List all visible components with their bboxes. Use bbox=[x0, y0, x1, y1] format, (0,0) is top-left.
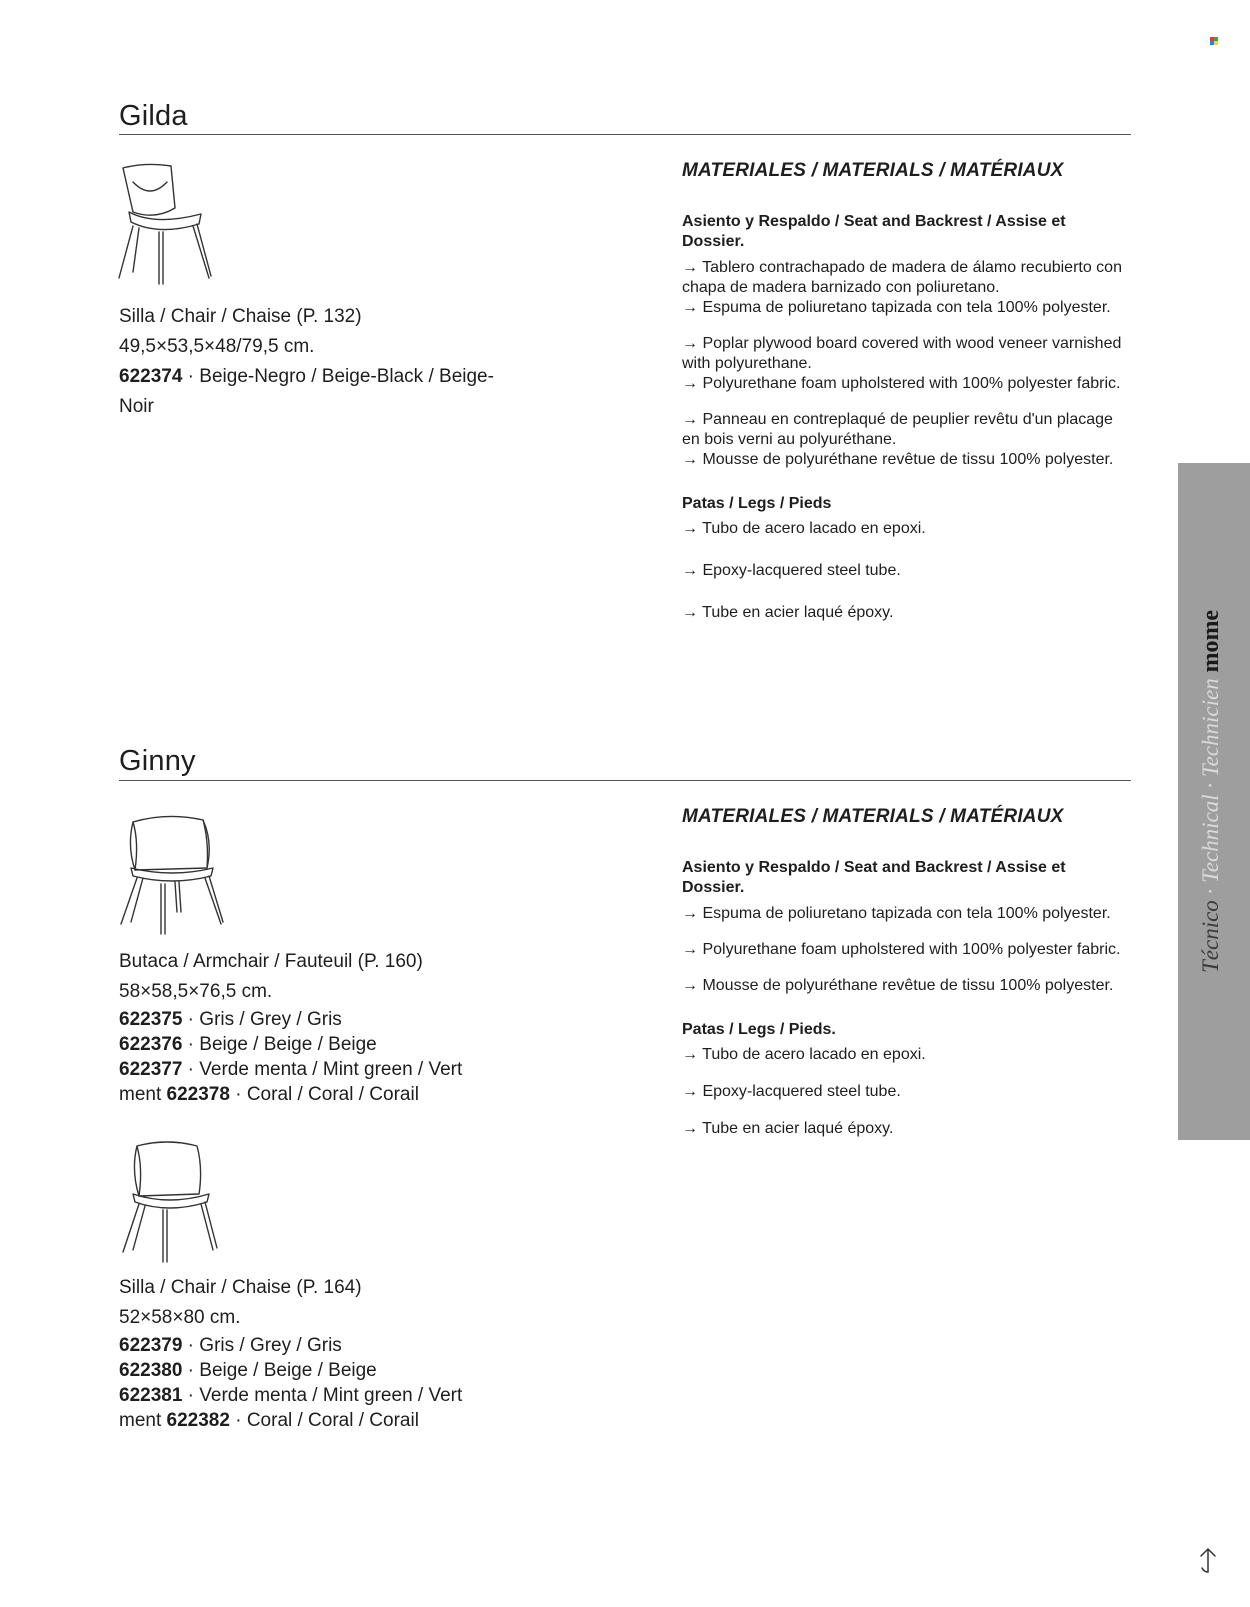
material-line: → Polyurethane foam upholstered with 100% polyester fabric. bbox=[682, 375, 1121, 392]
material-line: → Mousse de polyuréthane revêtue de tissu 100% polyester. bbox=[682, 977, 1114, 994]
variant-label: · Verde menta / Mint green / Vert bbox=[182, 1385, 463, 1406]
variant-label: ment bbox=[119, 1410, 167, 1431]
section-title-ginny: Ginny bbox=[119, 745, 196, 777]
variant-label: · Beige / Beige / Beige bbox=[182, 1360, 377, 1381]
material-line: → Polyurethane foam upholstered with 100% polyester fabric. bbox=[682, 941, 1121, 958]
variant-code: 622380 bbox=[119, 1360, 183, 1381]
material-line: → Tube en acier laqué époxy. bbox=[682, 604, 894, 621]
variant-code: 622375 bbox=[119, 1009, 183, 1030]
seat-backrest-heading: Asiento y Respaldo / Seat and Backrest / Assise et Dossier. bbox=[682, 859, 1066, 896]
gilda-dimensions: 49,5×53,5×48/79,5 cm. bbox=[119, 336, 315, 357]
sidebar-label-technical: · Technical · bbox=[1198, 782, 1223, 895]
section-divider bbox=[119, 780, 1131, 781]
variant-code: 622382 bbox=[166, 1410, 230, 1431]
sidebar-label-technicien: Technicien bbox=[1198, 678, 1223, 778]
ginny-chair-product-line: Silla / Chair / Chaise (P. 164) bbox=[119, 1277, 362, 1298]
material-line: → Tube en acier laqué époxy. bbox=[682, 1120, 894, 1137]
variant-label: · Gris / Grey / Gris bbox=[182, 1009, 342, 1030]
material-line: → Epoxy-lacquered steel tube. bbox=[682, 1083, 901, 1100]
variant-code: 622377 bbox=[119, 1059, 183, 1080]
color-marker-icon bbox=[1210, 32, 1218, 40]
variant-label: ment bbox=[119, 1084, 167, 1105]
material-line: → Espuma de poliuretano tapizada con tela 100% polyester. bbox=[682, 299, 1111, 316]
variant-code: 622378 bbox=[166, 1084, 230, 1105]
variant-code: 622374 bbox=[119, 366, 183, 387]
sidebar-label bbox=[1198, 610, 1225, 973]
variant-label: · Coral / Coral / Corail bbox=[229, 1410, 419, 1431]
variant-row bbox=[119, 1333, 539, 1358]
variant-row bbox=[119, 1383, 539, 1408]
gilda-chair-illustration bbox=[115, 160, 215, 290]
ginny-armchair-illustration bbox=[117, 812, 227, 940]
materials-heading: MATERIALES / MATERIALS / MATÉRIAUX bbox=[682, 160, 1064, 181]
material-line: → Epoxy-lacquered steel tube. bbox=[682, 562, 901, 579]
material-line: → Tubo de acero lacado en epoxi. bbox=[682, 1046, 926, 1063]
variant-row bbox=[119, 1082, 539, 1107]
ginny-chair-dimensions: 52×58×80 cm. bbox=[119, 1307, 241, 1328]
variant-code: 622376 bbox=[119, 1034, 183, 1055]
material-line: → Mousse de polyuréthane revêtue de tissu 100% polyester. bbox=[682, 451, 1114, 468]
variant-code: 622381 bbox=[119, 1385, 183, 1406]
arrow-up-icon[interactable] bbox=[1196, 1546, 1218, 1574]
variant-row bbox=[119, 1358, 539, 1383]
brand-logo: mome bbox=[1198, 609, 1224, 673]
variant-label: · Coral / Coral / Corail bbox=[229, 1084, 419, 1105]
sidebar-tab bbox=[1178, 463, 1250, 1140]
material-line: → Poplar plywood board covered with wood veneer varnished with polyurethane. bbox=[682, 335, 1122, 372]
gilda-variant bbox=[119, 362, 539, 392]
ginny-armchair-dimensions: 58×58,5×76,5 cm. bbox=[119, 981, 273, 1002]
material-line: → Espuma de poliuretano tapizada con tela 100% polyester. bbox=[682, 905, 1111, 922]
material-line: → Tablero contrachapado de madera de álamo recubierto con chapa de madera barnizado con poliuretano. bbox=[682, 259, 1122, 296]
variant-code: 622379 bbox=[119, 1335, 183, 1356]
sidebar-label-tecnico: Técnico bbox=[1198, 900, 1223, 973]
material-line: → Panneau en contreplaqué de peuplier revêtu d'un placage en bois verni au polyuréthane. bbox=[682, 411, 1113, 448]
ginny-chair-illustration bbox=[117, 1138, 222, 1266]
seat-backrest-heading: Asiento y Respaldo / Seat and Backrest / Assise et Dossier. bbox=[682, 213, 1066, 250]
variant-row bbox=[119, 1007, 539, 1032]
material-line: → Tubo de acero lacado en epoxi. bbox=[682, 520, 926, 537]
variant-label: · Verde menta / Mint green / Vert bbox=[182, 1059, 463, 1080]
variant-row bbox=[119, 1057, 539, 1082]
variant-label: · Beige-Negro / Beige-Black / Beige- bbox=[182, 366, 494, 387]
gilda-product-line: Silla / Chair / Chaise (P. 132) bbox=[119, 306, 362, 327]
variant-label: · Beige / Beige / Beige bbox=[182, 1034, 377, 1055]
section-divider bbox=[119, 134, 1131, 135]
gilda-materials bbox=[682, 160, 1122, 623]
section-title-gilda: Gilda bbox=[119, 100, 188, 132]
variant-label-cont: Noir bbox=[119, 396, 154, 417]
ginny-materials bbox=[682, 806, 1122, 1139]
variant-row bbox=[119, 1408, 539, 1433]
variant-row bbox=[119, 1032, 539, 1057]
legs-heading: Patas / Legs / Pieds bbox=[682, 495, 832, 512]
variant-label: · Gris / Grey / Gris bbox=[182, 1335, 342, 1356]
ginny-armchair-product-line: Butaca / Armchair / Fauteuil (P. 160) bbox=[119, 951, 423, 972]
materials-heading: MATERIALES / MATERIALS / MATÉRIAUX bbox=[682, 806, 1064, 827]
legs-heading: Patas / Legs / Pieds. bbox=[682, 1021, 836, 1038]
